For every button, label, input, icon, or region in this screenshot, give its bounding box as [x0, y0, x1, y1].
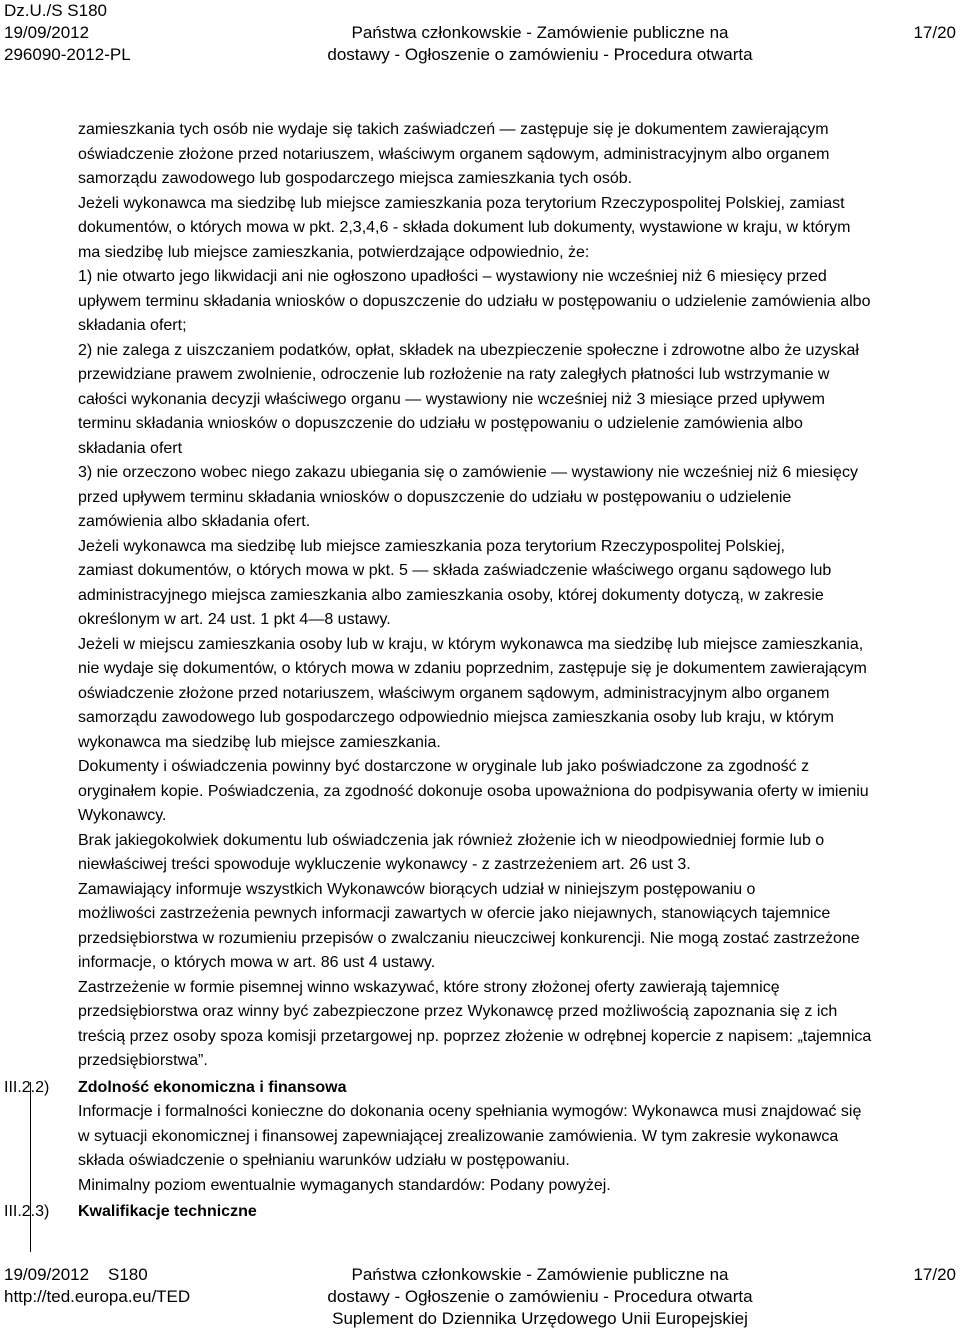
margin-rule — [30, 1082, 31, 1252]
header-title-line1: Państwa członkowskie - Zamówienie publiczne na — [351, 23, 729, 42]
header-page-number: 17/20 — [913, 23, 956, 42]
paragraph: Jeżeli wykonawca ma siedzibę lub miejsce zamieszkania poza terytorium Rzeczypospolitej Polskiej, zamiast dokumentów, o których mowa w pkt. 2,3,4,6 - składa dokument lub dokumenty, wystawione w kraju, w którym ma siedzibę lub miejsce zamieszkania, potwierdzające odpowiednio, że: — [78, 194, 851, 261]
section-technical-qualifications — [4, 1200, 960, 1225]
paragraph: Zastrzeżenie w formie pisemnej winno wskazywać, które strony złożonej oferty zawierają tajemnicę przedsiębiorstwa oraz winny być zabezpieczone przez Wykonawcę przed możliwością zapoznania się z ich treścią przez osoby spoza komisji przetargowej np. poprzez złożenie w odrębnej kopercie z napisem: „tajemnica przedsiębiorstwa”. — [78, 978, 872, 1069]
paragraph: 2) nie zalega z uiszczaniem podatków, opłat, składek na ubezpieczenie społeczne i zdrowotne albo że uzyskał przewidziane prawem zwolnienie, odroczenie lub rozłożenie na raty zaległych płatności lub wstrzymanie w całości wykonania decyzji właściwego organu — wystawiony nie wcześniej niż 3 miesiące przed upływem terminu składania wniosków o dopuszczenie do udziału w postępowaniu o udzielenie zamówienia albo składania ofert — [78, 341, 859, 457]
paragraph: zamieszkania tych osób nie wydaje się takich zaświadczeń — zastępuje się je dokumentem zawierającym oświadczenie złożone przed notariuszem, właściwym organem sądowym, administracyjnym albo organem samorządu zawodowego lub gospodarczego miejsca zamieszkania tych osób. — [78, 121, 830, 187]
document-body — [4, 118, 960, 1225]
section-number: III.2.3) — [4, 1203, 50, 1220]
footer-title-line2: dostawy - Ogłoszenie o zamówieniu - Procedura otwarta — [327, 1287, 753, 1306]
paragraph: Zamawiający informuje wszystkich Wykonawców biorących udział w niniejszym postępowaniu o możliwości zastrzeżenia pewnych informacji zawartych w ofercie jako niejawnych, stanowiących tajemnice przedsiębiorstwa w rozumieniu przepisów o zwalczaniu nieuczciwej konkurencji. Nie mogą zostać zastrzeżone informacje, o których mowa w art. 86 ust 4 ustawy. — [78, 880, 860, 971]
header-title-line2: dostawy - Ogłoszenie o zamówieniu - Procedura otwarta — [327, 45, 753, 64]
paragraph: Brak jakiegokolwiek dokumentu lub oświadczenia jak również złożenie ich w nieodpowiedniej formie lub o niewłaściwej treści spowoduje wykluczenie wykonawcy - z zastrzeżeniem art. 26 ust 3. — [78, 831, 825, 873]
footer-center — [280, 1264, 800, 1330]
footer-url[interactable]: http://ted.europa.eu/TED — [4, 1287, 191, 1306]
footer-left — [4, 1264, 264, 1308]
header-center — [280, 0, 800, 66]
paragraph: Dokumenty i oświadczenia powinny być dostarczone w oryginale lub jako poświadczone za zgodność z oryginałem kopie. Poświadczenia, za zgodność dokonuje osoba upoważniona do podpisywania oferty w imieniu Wykonawcy. — [78, 758, 869, 824]
header-notice-id: 296090-2012-PL — [4, 45, 131, 64]
paragraph: Jeżeli wykonawca ma siedzibę lub miejsce zamieszkania poza terytorium Rzeczypospolitej Polskiej, zamiast dokumentów, o których mowa w pkt. 5 — składa zaświadczenie właściwego organu sądowego lub administracyjnego miejsca zamieszkania albo zamieszkania osoby, której dokumenty dotyczą, w zakresie określonym w art. 24 ust. 1 pkt 4—8 ustawy. — [78, 537, 832, 628]
footer-date-issue: 19/09/2012 S180 — [4, 1265, 148, 1284]
section-heading: Zdolność ekonomiczna i finansowa — [78, 1078, 347, 1096]
footer-title-line1: Państwa członkowskie - Zamówienie publiczne na — [351, 1265, 729, 1284]
paragraph: Informacje i formalności konieczne do dokonania oceny spełniania wymogów: Wykonawca musi znajdować się w sytuacji ekonomicznej i finansowej zapewniającej zrealizowanie zamówienia. W tym zakresie wykonawca składa oświadczenie o spełnianiu warunków udziału w postępowaniu. — [78, 1103, 862, 1169]
section-number: III.2.2) — [4, 1078, 50, 1096]
header-journal-ref: Dz.U./S S180 — [4, 1, 107, 20]
footer-supplement: Suplement do Dziennika Urzędowego Unii Europejskiej — [332, 1309, 748, 1328]
section-heading: Kwalifikacje techniczne — [78, 1203, 257, 1220]
paragraph: Jeżeli w miejscu zamieszkania osoby lub w kraju, w którym wykonawca ma siedzibę lub miejsce zamieszkania, nie wydaje się dokumentów, o których mowa w zdaniu poprzednim, zastępuje się je dokumentem zawierającym oświadczenie złożone przed notariuszem, właściwym organem sądowym, administracyjnym albo organem samorządu zawodowego lub gospodarczego odpowiednio miejsca zamieszkania osoby lub kraju, w którym wykonawca ma siedzibę lub miejsce zamieszkania. — [78, 635, 867, 751]
paragraph: Minimalny poziom ewentualnie wymaganych standardów: Podany powyżej. — [78, 1176, 611, 1194]
paragraph: 3) nie orzeczono wobec niego zakazu ubiegania się o zamówienie — wystawiony nie wcześniej niż 6 miesięcy przed upływem terminu składania wniosków o dopuszczenie do udziału w postępowaniu o udzielenie zamówienia albo składania ofert. — [78, 464, 858, 530]
paragraph: 1) nie otwarto jego likwidacji ani nie ogłoszono upadłości – wystawiony nie wcześniej niż 6 miesięcy przed upływem terminu składania wniosków o dopuszczenie do udziału w postępowaniu o udzielenie zamówienia albo składania ofert; — [78, 268, 871, 334]
footer-page-number: 17/20 — [913, 1265, 956, 1284]
section-economic-capacity — [4, 1076, 960, 1199]
header-date: 19/09/2012 — [4, 23, 90, 42]
header-left — [4, 0, 264, 66]
